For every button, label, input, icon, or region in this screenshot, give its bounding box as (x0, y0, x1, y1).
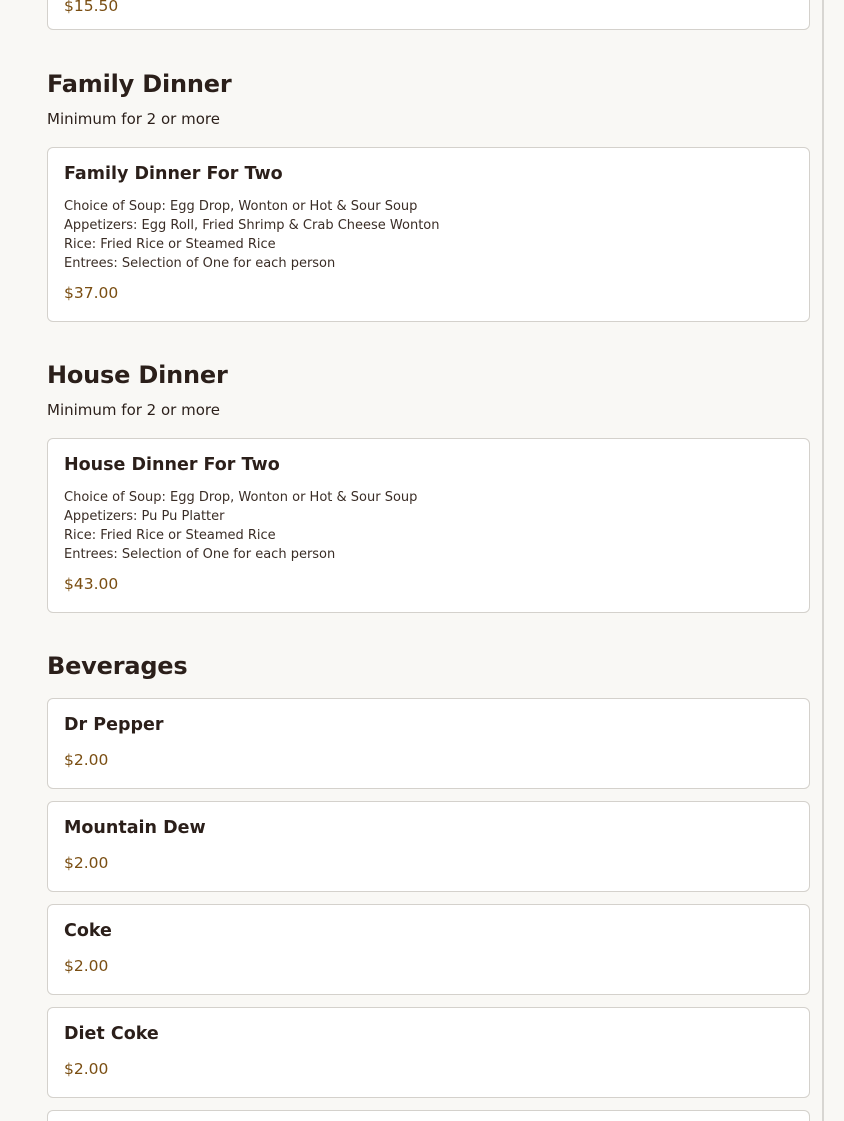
item-name: Mountain Dew (64, 818, 206, 838)
scrollbar-track[interactable] (822, 0, 824, 1121)
description-line: Appetizers: Pu Pu Platter (64, 509, 225, 524)
item-price: $2.00 (64, 854, 109, 872)
description-line: Appetizers: Egg Roll, Fried Shrimp & Crab Cheese Wonton (64, 218, 440, 233)
description-line: Choice of Soup: Egg Drop, Wonton or Hot & Sour Soup (64, 490, 418, 505)
section-subtitle: Minimum for 2 or more (47, 401, 220, 419)
menu-item-card[interactable] (47, 0, 810, 30)
item-price: $2.00 (64, 751, 109, 769)
menu-item-card[interactable] (47, 147, 810, 322)
section-title: Family Dinner (47, 70, 232, 98)
item-description (64, 197, 440, 273)
item-description (64, 488, 417, 564)
menu-item-card[interactable] (47, 438, 810, 613)
item-price: $2.00 (64, 957, 109, 975)
menu-item-card[interactable] (47, 698, 810, 789)
item-price: $43.00 (64, 575, 119, 593)
item-name: Family Dinner For Two (64, 164, 283, 184)
section-subtitle: Minimum for 2 or more (47, 110, 220, 128)
menu-item-card[interactable] (47, 904, 810, 995)
menu-item-card[interactable] (47, 801, 810, 892)
description-line: Rice: Fried Rice or Steamed Rice (64, 528, 276, 543)
item-name: House Dinner For Two (64, 455, 280, 475)
item-price: $15.50 (64, 0, 119, 15)
description-line: Entrees: Selection of One for each person (64, 547, 336, 562)
description-line: Rice: Fried Rice or Steamed Rice (64, 237, 276, 252)
item-price: $37.00 (64, 284, 119, 302)
item-name: Dr Pepper (64, 715, 164, 735)
item-name: Coke (64, 921, 112, 941)
section-title: House Dinner (47, 361, 228, 389)
description-line: Choice of Soup: Egg Drop, Wonton or Hot & Sour Soup (64, 199, 418, 214)
item-name: Diet Coke (64, 1024, 159, 1044)
menu-item-card[interactable] (47, 1110, 810, 1121)
description-line: Entrees: Selection of One for each person (64, 256, 336, 271)
menu-item-card[interactable] (47, 1007, 810, 1098)
item-price: $2.00 (64, 1060, 109, 1078)
section-title: Beverages (47, 652, 188, 680)
